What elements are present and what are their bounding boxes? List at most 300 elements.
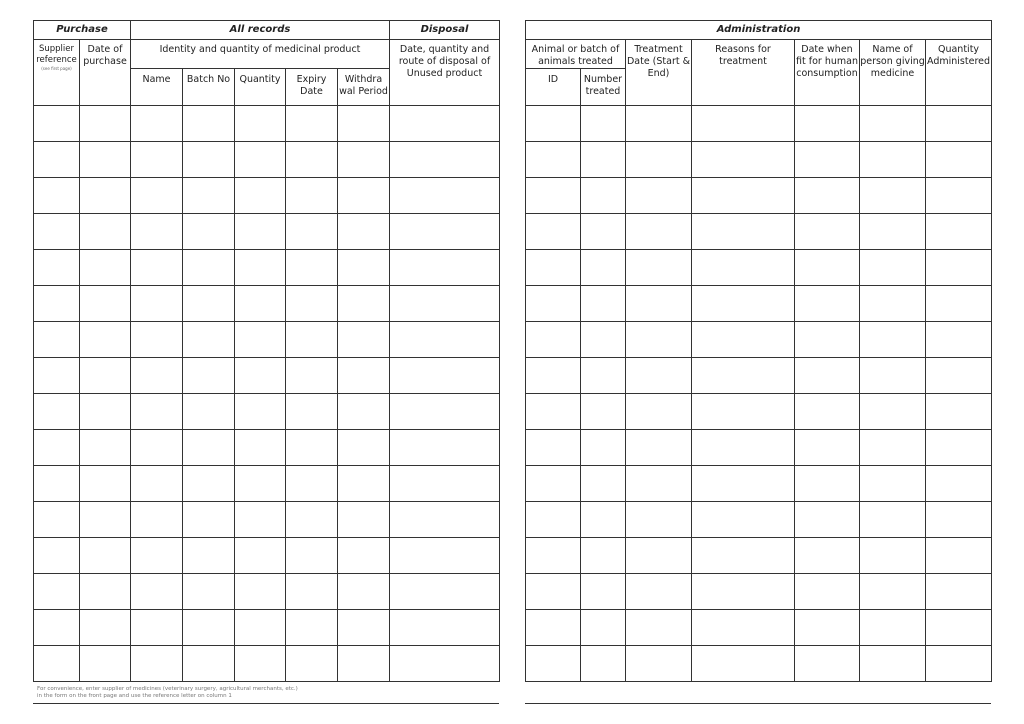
header-disposal-description: Date, quantity and route of disposal of Unused product	[390, 40, 500, 106]
record-cell[interactable]	[795, 466, 860, 502]
header-treatment-date: Treatment Date (Start & End)	[626, 40, 692, 106]
record-cell[interactable]	[183, 178, 235, 214]
section-purchase: Purchase	[34, 21, 131, 40]
record-cell[interactable]	[183, 502, 235, 538]
record-cell[interactable]	[183, 538, 235, 574]
record-cell[interactable]	[80, 106, 131, 142]
record-cell[interactable]	[338, 610, 390, 646]
record-cell[interactable]	[626, 430, 692, 466]
record-cell[interactable]	[926, 358, 992, 394]
record-cell[interactable]	[183, 646, 235, 682]
record-cell[interactable]	[626, 466, 692, 502]
record-cell[interactable]	[80, 394, 131, 430]
record-cell[interactable]	[581, 502, 626, 538]
record-cell[interactable]	[626, 178, 692, 214]
section-disposal: Disposal	[390, 21, 500, 40]
record-cell[interactable]	[286, 466, 338, 502]
record-cell[interactable]	[131, 502, 183, 538]
record-cell[interactable]	[34, 394, 80, 430]
record-cell[interactable]	[390, 142, 500, 178]
header-batch-no: Batch No	[183, 69, 235, 106]
record-cell[interactable]	[626, 358, 692, 394]
record-cell[interactable]	[926, 502, 992, 538]
table-row	[34, 358, 500, 394]
record-cell[interactable]	[34, 286, 80, 322]
record-cell[interactable]	[338, 322, 390, 358]
record-cell[interactable]	[34, 322, 80, 358]
record-cell[interactable]	[286, 574, 338, 610]
record-cell[interactable]	[692, 466, 795, 502]
header-date-fit-for-consumption: Date when fit for human consumption	[795, 40, 860, 106]
record-cell[interactable]	[235, 178, 286, 214]
record-cell[interactable]	[131, 610, 183, 646]
record-cell[interactable]	[795, 358, 860, 394]
record-cell[interactable]	[286, 430, 338, 466]
record-cell[interactable]	[926, 394, 992, 430]
record-cell[interactable]	[183, 394, 235, 430]
table-row	[34, 574, 500, 610]
table-row	[34, 142, 500, 178]
record-cell[interactable]	[581, 178, 626, 214]
header-quantity-administered: Quantity Administered	[926, 40, 992, 106]
header-person-giving-medicine: Name of person giving medicine	[860, 40, 926, 106]
record-cell[interactable]	[795, 142, 860, 178]
record-cell[interactable]	[692, 358, 795, 394]
record-cell[interactable]	[626, 322, 692, 358]
record-cell[interactable]	[34, 178, 80, 214]
table-row	[526, 394, 992, 430]
record-cell[interactable]	[692, 286, 795, 322]
table-row	[526, 178, 992, 214]
record-cell[interactable]	[581, 466, 626, 502]
header-supplier-reference-label: Supplier reference	[36, 44, 77, 65]
record-cell[interactable]	[626, 502, 692, 538]
record-cell[interactable]	[795, 250, 860, 286]
record-cell[interactable]	[692, 178, 795, 214]
record-cell[interactable]	[235, 646, 286, 682]
record-cell[interactable]	[860, 394, 926, 430]
record-cell[interactable]	[581, 646, 626, 682]
record-cell[interactable]	[34, 106, 80, 142]
record-cell[interactable]	[390, 646, 500, 682]
record-cell[interactable]	[34, 574, 80, 610]
record-cell[interactable]	[795, 502, 860, 538]
table-row	[34, 646, 500, 682]
record-cell[interactable]	[235, 214, 286, 250]
record-cell[interactable]	[34, 142, 80, 178]
administration-table	[525, 20, 992, 682]
table-row	[34, 214, 500, 250]
table-row	[526, 286, 992, 322]
record-cell[interactable]	[80, 574, 131, 610]
record-cell[interactable]	[795, 322, 860, 358]
record-cell[interactable]	[338, 358, 390, 394]
record-cell[interactable]	[235, 286, 286, 322]
record-cell[interactable]	[80, 430, 131, 466]
record-cell[interactable]	[860, 250, 926, 286]
record-cell[interactable]	[183, 322, 235, 358]
record-cell[interactable]	[131, 430, 183, 466]
table-row	[526, 322, 992, 358]
table-row	[34, 538, 500, 574]
record-cell[interactable]	[390, 214, 500, 250]
record-cell[interactable]	[338, 178, 390, 214]
record-cell[interactable]	[183, 106, 235, 142]
table-row	[526, 538, 992, 574]
record-cell[interactable]	[795, 574, 860, 610]
record-cell[interactable]	[626, 574, 692, 610]
record-cell[interactable]	[286, 502, 338, 538]
record-cell[interactable]	[926, 430, 992, 466]
record-cell[interactable]	[390, 286, 500, 322]
table-row	[526, 466, 992, 502]
table-row	[34, 502, 500, 538]
table-row	[526, 106, 992, 142]
record-cell[interactable]	[235, 106, 286, 142]
table-row	[526, 610, 992, 646]
record-cell[interactable]	[860, 142, 926, 178]
record-cell[interactable]	[338, 538, 390, 574]
record-cell[interactable]	[286, 178, 338, 214]
record-cell[interactable]	[626, 394, 692, 430]
record-cell[interactable]	[390, 106, 500, 142]
record-cell[interactable]	[926, 538, 992, 574]
record-cell[interactable]	[626, 646, 692, 682]
left-bottom-rule	[33, 703, 499, 704]
record-cell[interactable]	[235, 502, 286, 538]
record-cell[interactable]	[692, 142, 795, 178]
record-cell[interactable]	[581, 394, 626, 430]
record-cell[interactable]	[183, 358, 235, 394]
record-cell[interactable]	[390, 466, 500, 502]
record-cell[interactable]	[235, 430, 286, 466]
record-cell[interactable]	[860, 106, 926, 142]
record-cell[interactable]	[286, 610, 338, 646]
record-cell[interactable]	[235, 322, 286, 358]
record-cell[interactable]	[286, 646, 338, 682]
record-cell[interactable]	[34, 358, 80, 394]
record-cell[interactable]	[926, 646, 992, 682]
header-identity-quantity: Identity and quantity of medicinal product	[131, 40, 390, 69]
record-cell[interactable]	[526, 358, 581, 394]
record-cell[interactable]	[692, 322, 795, 358]
table-row	[34, 394, 500, 430]
record-cell[interactable]	[692, 394, 795, 430]
record-cell[interactable]	[286, 394, 338, 430]
record-cell[interactable]	[526, 502, 581, 538]
record-cell[interactable]	[131, 322, 183, 358]
record-cell[interactable]	[626, 106, 692, 142]
record-cell[interactable]	[183, 430, 235, 466]
record-cell[interactable]	[692, 214, 795, 250]
record-cell[interactable]	[235, 394, 286, 430]
record-cell[interactable]	[390, 538, 500, 574]
record-cell[interactable]	[131, 214, 183, 250]
header-number-treated: Number treated	[581, 69, 626, 106]
record-cell[interactable]	[390, 610, 500, 646]
record-cell[interactable]	[235, 250, 286, 286]
record-cell[interactable]	[926, 574, 992, 610]
record-cell[interactable]	[131, 142, 183, 178]
record-cell[interactable]	[390, 358, 500, 394]
record-cell[interactable]	[692, 646, 795, 682]
table-row	[34, 610, 500, 646]
record-cell[interactable]	[131, 106, 183, 142]
record-cell[interactable]	[526, 610, 581, 646]
record-cell[interactable]	[860, 538, 926, 574]
record-cell[interactable]	[581, 214, 626, 250]
administration-table-body	[526, 106, 992, 682]
record-cell[interactable]	[581, 250, 626, 286]
record-cell[interactable]	[80, 322, 131, 358]
record-cell[interactable]	[860, 610, 926, 646]
record-cell[interactable]	[860, 502, 926, 538]
record-cell[interactable]	[526, 178, 581, 214]
record-cell[interactable]	[34, 502, 80, 538]
record-cell[interactable]	[526, 142, 581, 178]
record-cell[interactable]	[183, 574, 235, 610]
record-cell[interactable]	[390, 502, 500, 538]
record-cell[interactable]	[526, 106, 581, 142]
record-cell[interactable]	[581, 610, 626, 646]
record-cell[interactable]	[581, 142, 626, 178]
record-cell[interactable]	[626, 214, 692, 250]
record-cell[interactable]	[286, 322, 338, 358]
record-cell[interactable]	[338, 142, 390, 178]
record-cell[interactable]	[581, 430, 626, 466]
record-cell[interactable]	[80, 142, 131, 178]
record-cell[interactable]	[338, 394, 390, 430]
record-cell[interactable]	[926, 142, 992, 178]
record-cell[interactable]	[526, 538, 581, 574]
record-cell[interactable]	[286, 250, 338, 286]
header-expiry-date: Expiry Date	[286, 69, 338, 106]
record-cell[interactable]	[860, 646, 926, 682]
record-cell[interactable]	[692, 430, 795, 466]
record-cell[interactable]	[526, 286, 581, 322]
record-cell[interactable]	[926, 178, 992, 214]
record-cell[interactable]	[131, 358, 183, 394]
record-cell[interactable]	[926, 322, 992, 358]
record-cell[interactable]	[860, 430, 926, 466]
record-cell[interactable]	[526, 214, 581, 250]
record-cell[interactable]	[526, 394, 581, 430]
record-cell[interactable]	[131, 178, 183, 214]
record-cell[interactable]	[526, 250, 581, 286]
record-cell[interactable]	[286, 142, 338, 178]
record-cell[interactable]	[860, 322, 926, 358]
record-cell[interactable]	[795, 286, 860, 322]
record-cell[interactable]	[692, 502, 795, 538]
record-cell[interactable]	[860, 358, 926, 394]
record-cell[interactable]	[286, 106, 338, 142]
record-cell[interactable]	[390, 394, 500, 430]
record-cell[interactable]	[626, 142, 692, 178]
record-cell[interactable]	[286, 538, 338, 574]
record-cell[interactable]	[692, 574, 795, 610]
record-cell[interactable]	[183, 142, 235, 178]
record-cell[interactable]	[626, 286, 692, 322]
record-cell[interactable]	[235, 358, 286, 394]
header-animal-batch: Animal or batch of animals treated	[526, 40, 626, 69]
record-cell[interactable]	[131, 394, 183, 430]
record-cell[interactable]	[286, 358, 338, 394]
table-row	[34, 250, 500, 286]
table-row	[526, 214, 992, 250]
table-row	[526, 646, 992, 682]
header-withdrawal-period: Withdra wal Period	[338, 69, 390, 106]
record-cell[interactable]	[80, 502, 131, 538]
record-cell[interactable]	[795, 430, 860, 466]
table-row	[526, 430, 992, 466]
record-cell[interactable]	[338, 502, 390, 538]
record-cell[interactable]	[183, 286, 235, 322]
record-cell[interactable]	[795, 610, 860, 646]
record-cell[interactable]	[338, 646, 390, 682]
record-cell[interactable]	[131, 574, 183, 610]
record-cell[interactable]	[581, 106, 626, 142]
record-cell[interactable]	[926, 214, 992, 250]
record-cell[interactable]	[338, 466, 390, 502]
record-cell[interactable]	[80, 466, 131, 502]
record-cell[interactable]	[626, 250, 692, 286]
record-cell[interactable]	[183, 214, 235, 250]
table-row	[34, 430, 500, 466]
record-cell[interactable]	[390, 322, 500, 358]
record-cell[interactable]	[286, 286, 338, 322]
record-cell[interactable]	[131, 466, 183, 502]
header-quantity: Quantity	[235, 69, 286, 106]
record-cell[interactable]	[926, 250, 992, 286]
record-cell[interactable]	[34, 250, 80, 286]
header-supplier-reference-note: (see first page)	[41, 66, 72, 71]
record-cell[interactable]	[131, 646, 183, 682]
record-cell[interactable]	[80, 358, 131, 394]
footnote-line-2: in the form on the front page and use the reference letter on column 1	[37, 693, 232, 699]
record-cell[interactable]	[183, 250, 235, 286]
table-row	[526, 502, 992, 538]
record-cell[interactable]	[692, 250, 795, 286]
record-cell[interactable]	[795, 214, 860, 250]
record-cell[interactable]	[286, 214, 338, 250]
record-cell[interactable]	[692, 106, 795, 142]
record-cell[interactable]	[860, 214, 926, 250]
record-cell[interactable]	[526, 574, 581, 610]
record-cell[interactable]	[795, 394, 860, 430]
table-row	[34, 322, 500, 358]
record-cell[interactable]	[235, 538, 286, 574]
header-reasons-for-treatment: Reasons for treatment	[692, 40, 795, 106]
record-cell[interactable]	[131, 250, 183, 286]
record-cell[interactable]	[795, 538, 860, 574]
record-cell[interactable]	[795, 646, 860, 682]
record-cell[interactable]	[34, 214, 80, 250]
left-table-body	[34, 106, 500, 682]
record-cell[interactable]	[526, 322, 581, 358]
record-cell[interactable]	[338, 574, 390, 610]
record-cell[interactable]	[581, 358, 626, 394]
header-supplier-reference	[34, 40, 80, 106]
record-cell[interactable]	[390, 250, 500, 286]
record-cell[interactable]	[926, 610, 992, 646]
record-cell[interactable]	[926, 286, 992, 322]
record-cell[interactable]	[626, 610, 692, 646]
table-row	[526, 358, 992, 394]
record-cell[interactable]	[34, 646, 80, 682]
record-cell[interactable]	[338, 214, 390, 250]
table-row	[526, 574, 992, 610]
record-cell[interactable]	[390, 430, 500, 466]
record-cell[interactable]	[80, 286, 131, 322]
record-cell[interactable]	[795, 106, 860, 142]
record-cell[interactable]	[692, 538, 795, 574]
footnote	[37, 686, 298, 700]
record-cell[interactable]	[131, 538, 183, 574]
table-row	[34, 178, 500, 214]
record-cell[interactable]	[34, 466, 80, 502]
record-cell[interactable]	[860, 574, 926, 610]
right-bottom-rule	[525, 703, 991, 704]
section-all-records: All records	[131, 21, 390, 40]
record-cell[interactable]	[80, 610, 131, 646]
record-cell[interactable]	[338, 250, 390, 286]
record-cell[interactable]	[390, 178, 500, 214]
record-cell[interactable]	[581, 538, 626, 574]
record-cell[interactable]	[338, 430, 390, 466]
table-row	[526, 250, 992, 286]
record-cell[interactable]	[235, 466, 286, 502]
record-cell[interactable]	[34, 610, 80, 646]
record-cell[interactable]	[80, 214, 131, 250]
record-cell[interactable]	[183, 610, 235, 646]
record-cell[interactable]	[80, 178, 131, 214]
table-row	[34, 106, 500, 142]
table-row	[34, 466, 500, 502]
record-cell[interactable]	[860, 466, 926, 502]
record-cell[interactable]	[34, 430, 80, 466]
record-cell[interactable]	[626, 538, 692, 574]
record-cell[interactable]	[338, 106, 390, 142]
record-cell[interactable]	[34, 538, 80, 574]
record-cell[interactable]	[581, 286, 626, 322]
record-cell[interactable]	[795, 178, 860, 214]
record-cell[interactable]	[692, 610, 795, 646]
record-cell[interactable]	[526, 466, 581, 502]
table-row	[34, 286, 500, 322]
record-cell[interactable]	[235, 574, 286, 610]
record-cell[interactable]	[131, 286, 183, 322]
left-records-table	[33, 20, 500, 682]
record-cell[interactable]	[581, 322, 626, 358]
record-cell[interactable]	[526, 646, 581, 682]
record-cell[interactable]	[338, 286, 390, 322]
record-cell[interactable]	[860, 178, 926, 214]
record-cell[interactable]	[235, 142, 286, 178]
record-cell[interactable]	[581, 574, 626, 610]
record-cell[interactable]	[526, 430, 581, 466]
record-cell[interactable]	[80, 646, 131, 682]
section-administration: Administration	[526, 21, 992, 40]
record-cell[interactable]	[235, 610, 286, 646]
record-cell[interactable]	[390, 574, 500, 610]
record-cell[interactable]	[80, 250, 131, 286]
record-cell[interactable]	[926, 106, 992, 142]
record-cell[interactable]	[183, 466, 235, 502]
record-cell[interactable]	[80, 538, 131, 574]
table-row	[526, 142, 992, 178]
record-cell[interactable]	[926, 466, 992, 502]
record-cell[interactable]	[860, 286, 926, 322]
